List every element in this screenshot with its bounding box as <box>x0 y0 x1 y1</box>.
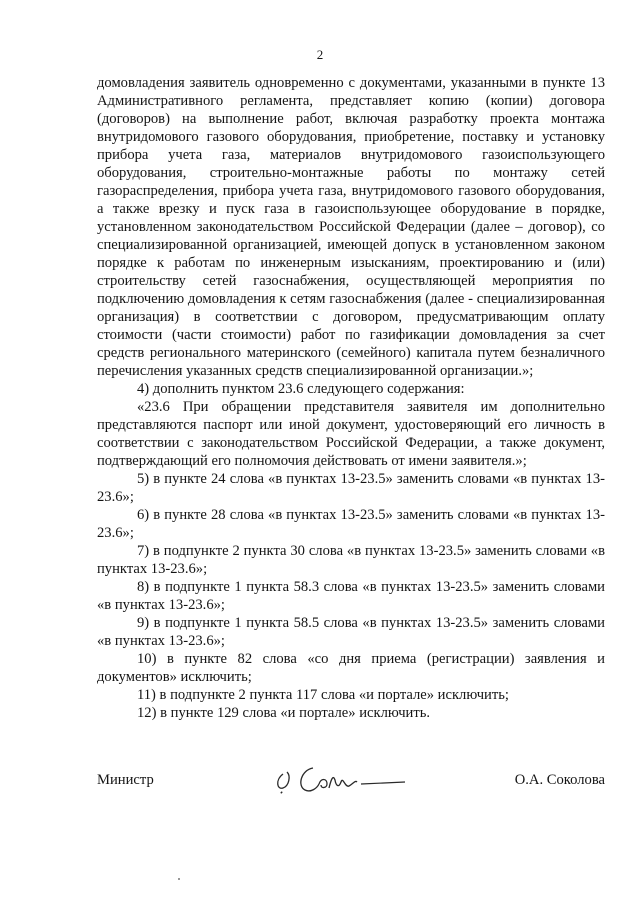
paragraph-continuation: домовладения заявитель одновременно с документами, указанными в пункте 13 Административного регламента, представляет копию (копии) договора (договоров) на выполнение работ, включая разработку проекта монтажа внутридомового газового оборудования, приобретение, поставку и установку прибора учета газа, материалов внутридомового газоиспользующего оборудования, строительно-монтажные работы по монтажу сетей газораспределения, прибора учета газа, внутридомового газового оборудования, а также врезку и пуск газа в газоиспользующее оборудование в порядке, установленном законодательством Российской Федерации (далее – договор), со специализированной организацией, имеющей допуск в установленном законом порядке к работам по инженерным изысканиям, проектированию и (или) строительству сетей газоснабжения, осуществляющей мероприятия по подключению домовладения к сетям газоснабжения (далее - специализированная организация) в соответствии с договором, предусматривающим оплату стоимости (части стоимости) работ по газификации домовладения за счет средств регионального материнского (семейного) капитала путем безналичного перечисления указанных средств специализированной организации.»; <box>97 75 605 379</box>
paragraph-item-4: 4) дополнить пунктом 23.6 следующего содержания: <box>137 381 465 397</box>
paragraph-item-12: 12) в пункте 129 слова «и портале» исключить. <box>137 705 431 721</box>
paragraph-item-6: 6) в пункте 28 слова «в пунктах 13-23.5» заменить словами «в пунктах 13-23.6»; <box>97 507 605 541</box>
paragraph-item-5: 5) в пункте 24 слова «в пунктах 13-23.5» заменить словами «в пунктах 13-23.6»; <box>97 471 605 505</box>
scan-speck <box>178 878 180 880</box>
paragraph-item-10: 10) в пункте 82 слова «со дня приема (регистрации) заявления и документов» исключить; <box>97 651 605 685</box>
paragraph-item-8: 8) в подпункте 1 пункта 58.3 слова «в пунктах 13-23.5» заменить словами «в пунктах 13-23.6»; <box>97 579 605 613</box>
paragraph-item-7: 7) в подпункте 2 пункта 30 слова «в пунктах 13-23.5» заменить словами «в пунктах 13-23.6»; <box>97 543 605 577</box>
page-number: 2 <box>316 47 324 62</box>
paragraph-item-9: 9) в подпункте 1 пункта 58.5 слова «в пунктах 13-23.5» заменить словами «в пунктах 13-23.6»; <box>97 615 605 649</box>
paragraph-quote-23-6: «23.6 При обращении представителя заявителя им дополнительно представляются паспорт или иной документ, удостоверяющий его личность в соответствии с законодательством Российской Федерации, а также документ, подтверждающий его полномочия действовать от имени заявителя.»; <box>97 399 605 469</box>
document-body <box>97 74 605 722</box>
signatory-name: О.А. Соколова <box>514 772 605 788</box>
signature-block <box>97 760 605 800</box>
signatory-title: Министр <box>97 772 154 788</box>
paragraph-item-11: 11) в подпункте 2 пункта 117 слова «и портале» исключить; <box>137 687 509 703</box>
handwritten-signature <box>269 758 409 800</box>
